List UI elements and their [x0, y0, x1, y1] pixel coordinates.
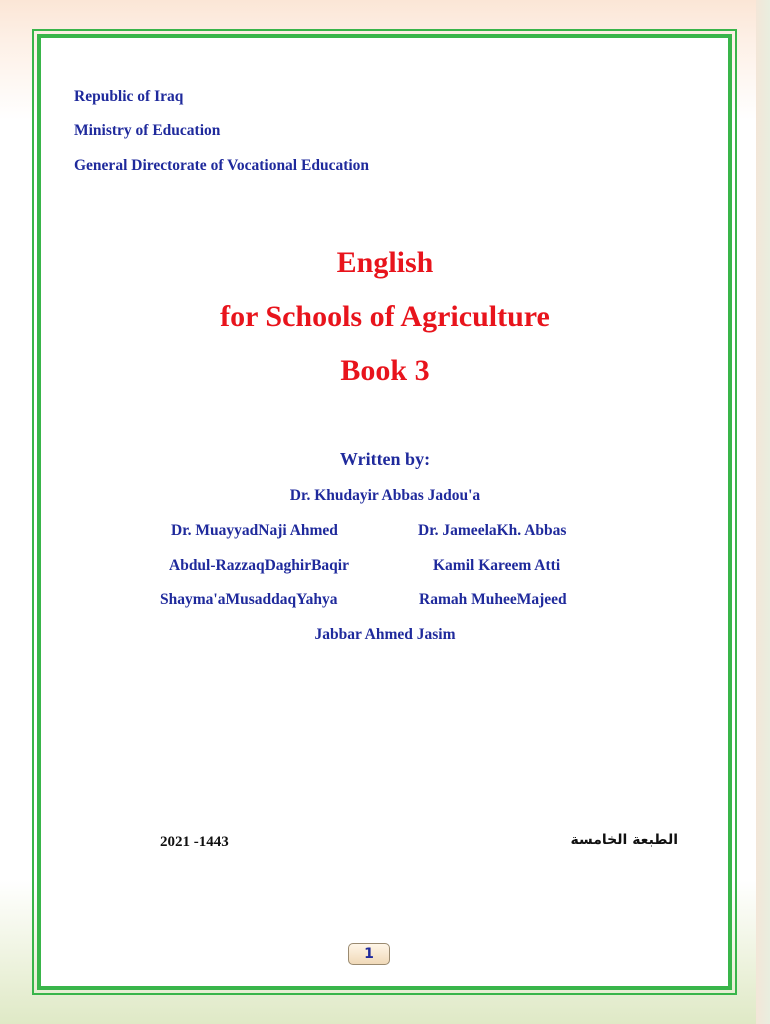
author-left-1: Dr. MuayyadNaji Ahmed [171, 522, 338, 539]
publication-year: 2021 -1443 [160, 834, 229, 850]
directorate-name: General Directorate of Vocational Education [74, 157, 370, 174]
country-name: Republic of Iraq [74, 88, 184, 105]
book-title-volume: Book 3 [340, 354, 430, 387]
author-right-3: Ramah MuheeMajeed [419, 591, 567, 608]
lead-author: Dr. Khudayir Abbas Jadou'a [289, 487, 481, 504]
author-left-3: Shayma'aMusaddaqYahya [160, 591, 338, 608]
author-right-1: Dr. JameelaKh. Abbas [418, 522, 567, 539]
ministry-name: Ministry of Education [74, 122, 221, 139]
edition-label: الطبعة الخامسة [570, 832, 678, 848]
author-left-2: Abdul-RazzaqDaghirBaqir [169, 557, 349, 574]
book-title-subject: for Schools of Agriculture [220, 300, 550, 333]
page-edge-shadow [756, 0, 770, 1024]
written-by-heading: Written by: [339, 449, 431, 469]
author-right-2: Kamil Kareem Atti [433, 557, 561, 574]
page-number-badge: 1 [348, 943, 390, 965]
book-title-english: English [336, 246, 434, 279]
last-author: Jabbar Ahmed Jasim [314, 626, 456, 643]
